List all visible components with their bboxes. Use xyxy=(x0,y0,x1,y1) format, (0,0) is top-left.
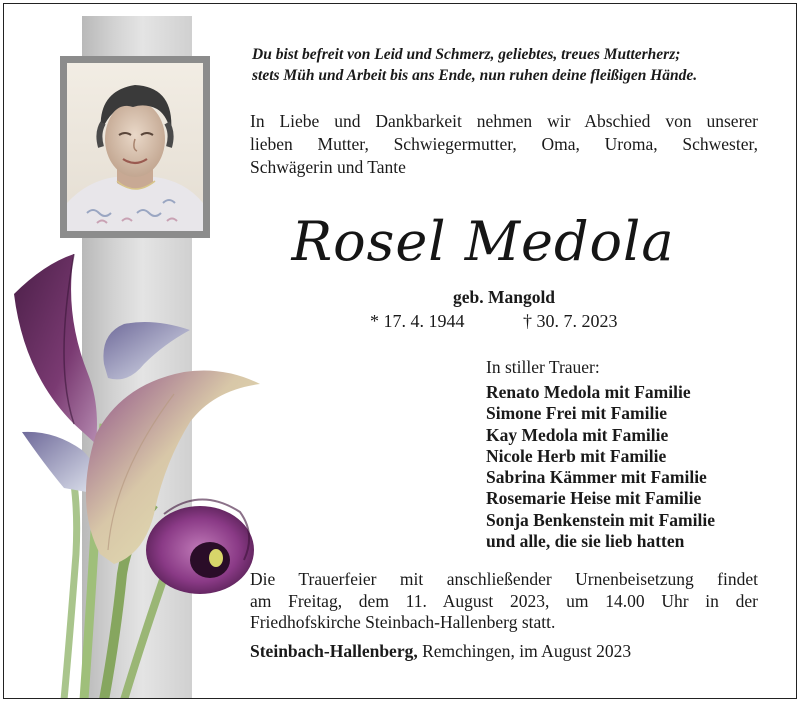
funeral-service-info xyxy=(250,569,758,634)
memorial-verse xyxy=(252,44,762,86)
list-item: Simone Frei mit Familie xyxy=(486,403,667,424)
list-item: Rosemarie Heise mit Familie xyxy=(486,488,702,509)
obituary-card xyxy=(3,3,797,699)
verse-line: Du bist befreit von Leid und Schmerz, geliebtes, treues Mutterherz; xyxy=(252,46,681,63)
verse-line: stets Müh und Arbeit bis ans Ende, nun ruhen deine fleißigen Hände. xyxy=(252,67,698,84)
birth-date: * 17. 4. 1944 xyxy=(370,311,465,331)
service-line: am Freitag, dem 11. August 2023, um 14.00 Uhr in der xyxy=(250,590,758,611)
farewell-line: Schwägerin und Tante xyxy=(250,157,406,177)
maiden-name: geb. Mangold xyxy=(452,287,556,307)
place-town: Steinbach-Hallenberg, xyxy=(250,641,418,661)
deceased-name: Rosel Medola xyxy=(291,210,675,273)
mourners-title: In stiller Trauer: xyxy=(486,357,600,377)
mourners-list xyxy=(486,382,715,552)
list-item: Sonja Benkenstein mit Familie xyxy=(486,509,715,530)
list-item: Sabrina Kämmer mit Familie xyxy=(486,467,707,488)
portrait-icon xyxy=(67,63,203,231)
list-item: Nicole Herb mit Familie xyxy=(486,445,667,466)
place-and-date xyxy=(250,641,631,662)
list-item: und alle, die sie lieb hatten xyxy=(486,531,685,552)
farewell-line: lieben Mutter, Schwiegermutter, Oma, Uroma, Schwester, xyxy=(250,134,758,154)
list-item: Renato Medola mit Familie xyxy=(486,382,691,402)
farewell-text xyxy=(250,110,758,179)
list-item: Kay Medola mit Familie xyxy=(486,424,669,445)
place-rest: Remchingen, im August 2023 xyxy=(417,641,632,661)
death-date: † 30. 7. 2023 xyxy=(523,311,618,331)
calla-lily-illustration xyxy=(4,254,264,699)
portrait-photo xyxy=(60,56,210,238)
service-line: Friedhofskirche Steinbach-Hallenberg statt. xyxy=(250,612,556,632)
farewell-line: In Liebe und Dankbarkeit nehmen wir Abschied von unserer xyxy=(250,111,758,131)
service-line: Die Trauerfeier mit anschließender Urnenbeisetzung findet xyxy=(250,569,758,589)
